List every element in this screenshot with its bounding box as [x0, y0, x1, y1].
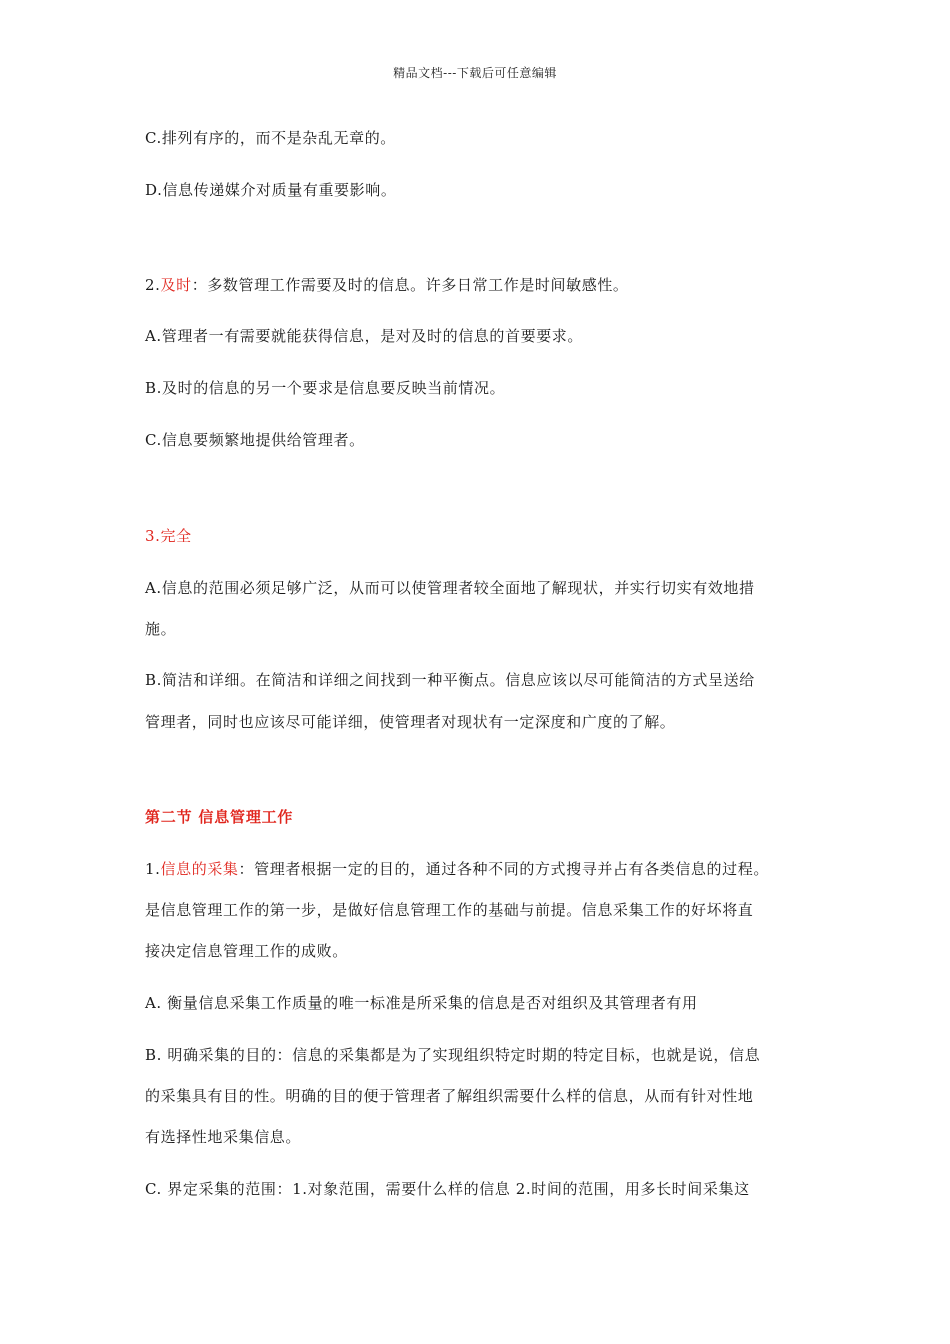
complete-item-b-line2: 管理者，同时也应该尽可能详细，使管理者对现状有一定深度和广度的了解。: [145, 713, 676, 731]
quality-item-d: D.信息传递媒介对质量有重要影响。: [145, 181, 397, 199]
timely-item-c: C.信息要频繁地提供给管理者。: [145, 431, 365, 449]
timely-item-b: B.及时的信息的另一个要求是信息要反映当前情况。: [145, 379, 506, 397]
timely-item-a: A.管理者一有需要就能获得信息，是对及时的信息的首要要求。: [145, 327, 584, 345]
timely-description: ：多数管理工作需要及时的信息。许多日常工作是时间敏感性。: [191, 276, 629, 294]
timely-intro: [145, 275, 629, 295]
section-heading: 第二节 信息管理工作: [145, 808, 294, 826]
collection-title: 信息的采集: [160, 860, 239, 878]
section2-item-b-line1: B. 明确采集的目的：信息的采集都是为了实现组织特定时期的特定目标，也就是说，信息: [145, 1046, 761, 1064]
quality-item-c: C.排列有序的，而不是杂乱无章的。: [145, 129, 396, 147]
collection-line2: 是信息管理工作的第一步，是做好信息管理工作的基础与前提。信息采集工作的好坏将直: [145, 901, 754, 919]
collection-description: ：管理者根据一定的目的，通过各种不同的方式搜寻并占有各类信息的过程。: [238, 860, 769, 878]
collection-line3: 接决定信息管理工作的成败。: [145, 942, 348, 960]
collection-number: 1.: [145, 860, 161, 878]
complete-item-a-line2: 施。: [145, 620, 177, 638]
section2-item-a: A. 衡量信息采集工作质量的唯一标准是所采集的信息是否对组织及其管理者有用: [145, 994, 698, 1012]
timely-title: 及时: [160, 276, 192, 294]
complete-title: 3.完全: [145, 527, 192, 545]
timely-number: 2.: [145, 276, 161, 294]
complete-item-a-line1: A.信息的范围必须足够广泛，从而可以使管理者较全面地了解现状，并实行切实有效地措: [145, 579, 755, 597]
page-header: 精品文档---下载后可任意编辑: [393, 66, 557, 80]
section2-item-b-line2: 的采集具有目的性。明确的目的便于管理者了解组织需要什么样的信息，从而有针对性地: [145, 1087, 754, 1105]
collection-intro: [145, 859, 769, 879]
complete-item-b-line1: B.简洁和详细。在简洁和详细之间找到一种平衡点。信息应该以尽可能简洁的方式呈送给: [145, 671, 755, 689]
section2-item-b-line3: 有选择性地采集信息。: [145, 1128, 302, 1146]
section2-item-c-line1: C. 界定采集的范围：1.对象范围，需要什么样的信息 2.时间的范围，用多长时间采集这: [145, 1180, 750, 1198]
